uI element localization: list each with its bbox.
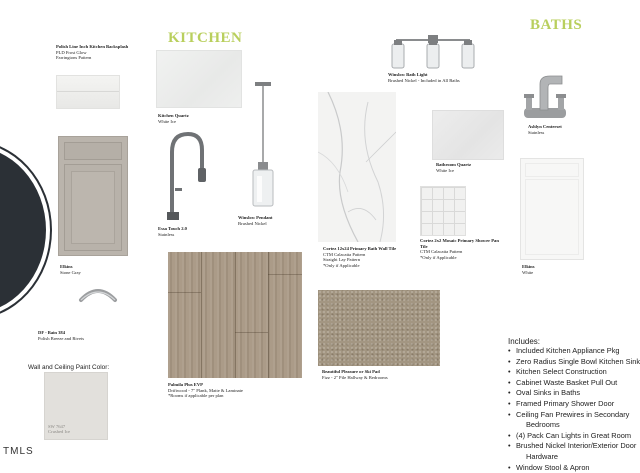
cabinet-pull-image	[78, 284, 118, 306]
includes-list	[508, 346, 640, 473]
bath-quartz-label: Bathroom Quartz White Ice	[436, 162, 472, 173]
pendant-label: Winslow Pendant Brushed Nickel	[238, 215, 273, 226]
kitchen-heading: KITCHEN	[168, 30, 243, 46]
includes-item: • (4) Pack Can Lights in Great Room	[508, 431, 640, 442]
mosaic-tile-swatch	[420, 186, 466, 236]
includes-item: • Framed Primary Shower Door	[508, 399, 640, 410]
kitchen-faucet-label: Essa Touch 2.0 Stainless	[158, 226, 187, 237]
carpet-swatch	[318, 290, 440, 366]
includes-item: • Oval Sinks in Baths	[508, 388, 640, 399]
includes-item: • Zero Radius Single Bowl Kitchen Sink	[508, 357, 640, 368]
bath-light-image	[388, 32, 478, 70]
paint-name: SW 7647 Crushed Ice	[48, 423, 71, 435]
includes-title: Includes:	[508, 337, 541, 346]
mosaic-tile-label: Cortez 2x2 Mosaic Primary Shower Pan Tile CTM Calacatta Pattern *Only if Applicable	[420, 238, 499, 260]
bath-light-label: Winslow Bath Light Brushed Nickel - Included in All Baths	[388, 72, 460, 83]
includes-item: • Window Stool & Apron	[508, 463, 640, 473]
paint-heading: Wall and Ceiling Paint Color:	[28, 364, 110, 371]
kitchen-cabinet-label: Elkins Stone Gray	[60, 264, 81, 275]
backsplash-swatch	[56, 75, 120, 109]
includes-item: Bedrooms	[526, 420, 560, 430]
bath-cabinet-label: Elkins White	[522, 264, 535, 275]
kitchen-cabinet-swatch	[58, 136, 128, 256]
bath-quartz-swatch	[432, 110, 504, 160]
paint-swatch	[44, 372, 108, 440]
floor-swatch	[168, 252, 302, 378]
kitchen-quartz-swatch	[156, 50, 242, 108]
wall-tile-label: Cortez 12x24 Primary Bath Wall Tile CTM Calacatta Pattern Straight Lay Pattern *Only if Applicable	[323, 246, 397, 268]
includes-item: • Ceiling Fan Prewires in Secondary	[508, 410, 640, 421]
kitchen-faucet-image	[160, 128, 208, 223]
pendant-light-image	[246, 82, 280, 210]
baths-heading: BATHS	[530, 17, 583, 33]
carpet-label: Beautiful Pleasure or Ski Pad Fizz - 2" Pile Hallway & Bedrooms	[322, 369, 388, 380]
includes-item: • Brushed Nickel Interior/Exterior Door	[508, 441, 640, 452]
bath-faucet-image	[522, 64, 568, 122]
includes-item: • Included Kitchen Appliance Pkg	[508, 346, 640, 357]
cabinet-pull-label: DF - Bain 384 Polish Breeze and Rivets	[38, 330, 85, 341]
includes-item: • Kitchen Select Construction	[508, 367, 640, 378]
kitchen-quartz-label: Kitchen Quartz White Ice	[158, 113, 189, 124]
wall-tile-swatch	[318, 92, 396, 242]
bath-cabinet-swatch	[520, 158, 584, 260]
includes-section	[508, 337, 640, 473]
watermark: TMLS	[3, 446, 34, 457]
bath-faucet-label: Ashlyn Centerset Stainless	[528, 124, 562, 135]
includes-item: Hardware	[526, 451, 559, 461]
includes-item: • Cabinet Waste Basket Pull Out	[508, 378, 640, 389]
floor-label: Palmila Plus EVP Driftwood - 7" Plank, Matte & Laminate *Rooms if applicable per plan	[168, 382, 243, 399]
backsplash-label: Polish Line Inch Kitchen Backsplash PLD Frost Glow Farringtons Pattern	[56, 44, 129, 61]
decorative-circle	[0, 142, 50, 318]
